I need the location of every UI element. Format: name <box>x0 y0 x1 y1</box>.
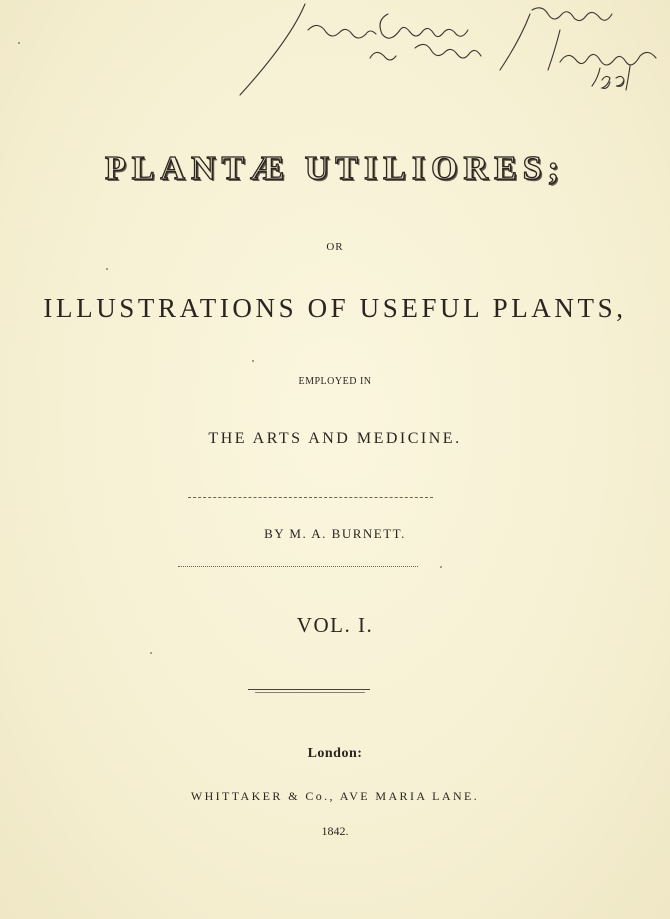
handwritten-inscription <box>230 0 670 105</box>
divider-rule <box>178 566 418 567</box>
paper-speck <box>440 566 442 568</box>
paper-speck <box>150 652 152 654</box>
subtitle-topic: THE ARTS AND MEDICINE. <box>208 430 462 447</box>
publisher-line: WHITTAKER & Co., AVE MARIA LANE. <box>190 789 480 803</box>
title-conjunction: OR <box>326 241 344 253</box>
subtitle-connector: EMPLOYED IN <box>298 376 372 387</box>
author-line: BY M. A. BURNETT. <box>264 526 406 541</box>
book-title: PLANTÆ UTILIORES; <box>104 150 565 187</box>
paper-speck <box>106 268 108 270</box>
divider-rule <box>255 692 365 693</box>
volume-number: VOL. I. <box>296 613 374 637</box>
divider-rule <box>248 689 370 690</box>
paper-speck <box>18 42 20 44</box>
divider-rule <box>188 497 433 498</box>
publication-year: 1842. <box>321 824 349 838</box>
paper-speck <box>252 360 254 362</box>
book-subtitle: ILLUSTRATIONS OF USEFUL PLANTS, <box>43 293 627 323</box>
publication-city: London: <box>307 746 363 761</box>
handwritten-signature <box>230 0 670 105</box>
